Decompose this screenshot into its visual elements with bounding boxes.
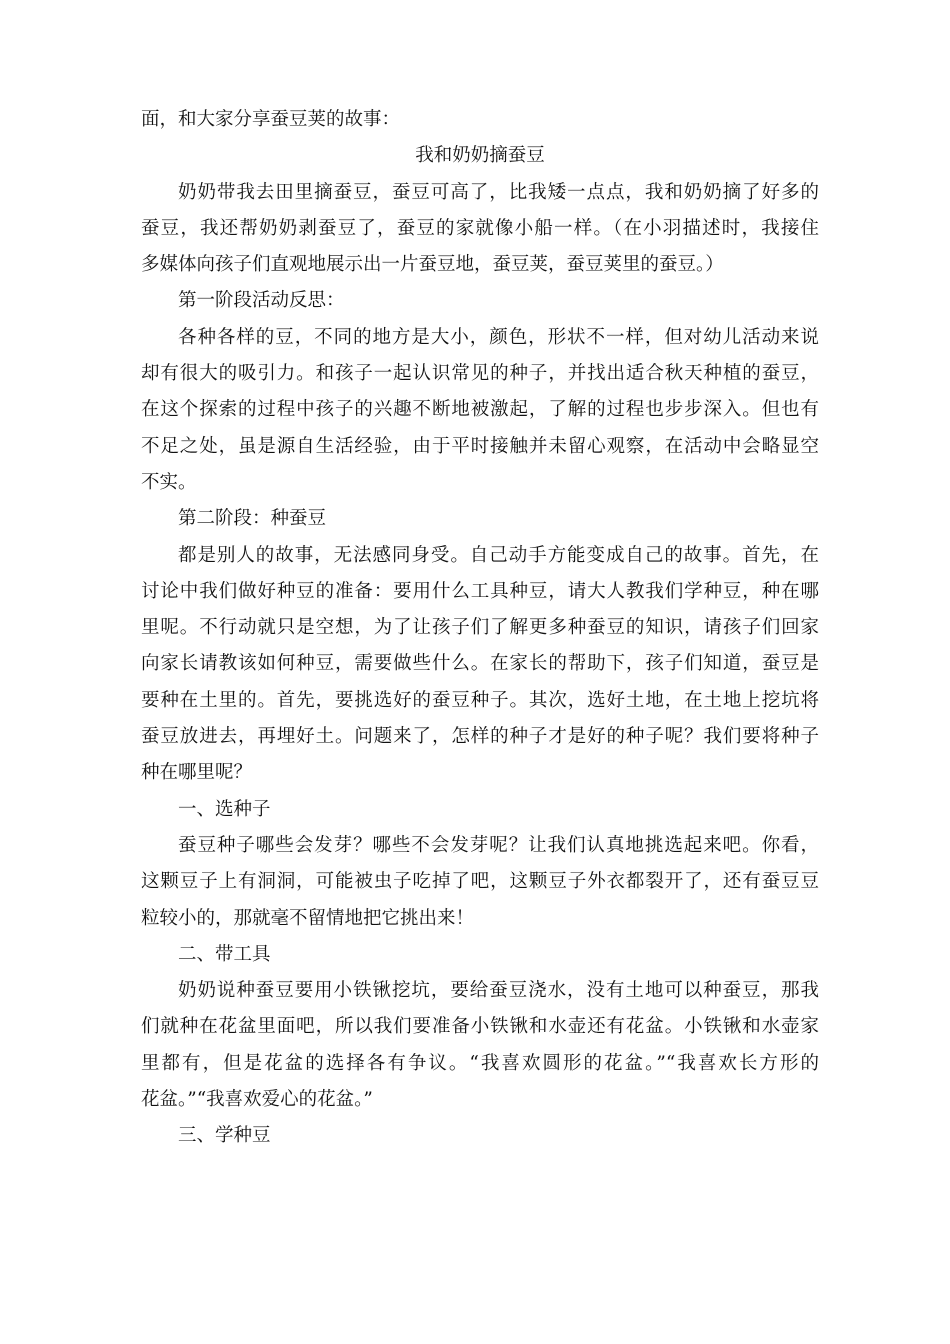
text-line: 花盆。”“我喜欢爱心的花盆。” xyxy=(141,1089,373,1111)
text-line: 各种各样的豆，不同的地方是大小，颜色，形状不一样，但对幼儿活动来说 xyxy=(178,326,819,348)
text-line: 里呢。不行动就只是空想，为了让孩子们了解更多种蚕豆的知识，请孩子们回家 xyxy=(141,617,819,639)
text-line: 在这个探索的过程中孩子的兴趣不断地被激起，了解的过程也步步深入。但也有 xyxy=(141,399,819,421)
text-line: 里都有，但是花盆的选择各有争议。“我喜欢圆形的花盆。”“我喜欢长方形的 xyxy=(141,1052,819,1074)
text-line: 蚕豆种子哪些会发芽？哪些不会发芽呢？让我们认真地挑选起来吧。你看， xyxy=(178,834,819,856)
text-line: 却有很大的吸引力。和孩子一起认识常见的种子，并找出适合秋天种植的蚕豆， xyxy=(141,363,819,385)
text-line: 向家长请教该如何种豆，需要做些什么。在家长的帮助下，孩子们知道，蚕豆是 xyxy=(141,653,819,675)
text-line: 讨论中我们做好种豆的准备：要用什么工具种豆，请大人教我们学种豆，种在哪 xyxy=(141,580,819,602)
text-line: 蚕豆，我还帮奶奶剥蚕豆了，蚕豆的家就像小船一样。（在小羽描述时，我接住 xyxy=(141,217,819,239)
text-line: 蚕豆放进去，再埋好土。问题来了，怎样的种子才是好的种子呢？我们要将种子 xyxy=(141,726,819,748)
text-line: 第一阶段活动反思： xyxy=(178,290,345,312)
text-line: 们就种在花盆里面吧，所以我们要准备小铁锹和水壶还有花盆。小铁锹和水壶家 xyxy=(141,1016,819,1038)
document-page xyxy=(141,102,819,1155)
text-line: 三、学种豆 xyxy=(178,1125,271,1147)
section-heading: 我和奶奶摘蚕豆 xyxy=(415,145,545,167)
text-line: 粒较小的，那就毫不留情地把它挑出来！ xyxy=(141,907,475,929)
text-line: 面，和大家分享蚕豆荚的故事： xyxy=(141,109,401,130)
text-line: 第二阶段：种蚕豆 xyxy=(178,508,327,530)
text-line: 这颗豆子上有洞洞，可能被虫子吃掉了吧，这颗豆子外衣都裂开了，还有蚕豆豆 xyxy=(141,871,819,893)
text-line: 不实。 xyxy=(141,471,197,493)
text-line: 种在哪里呢？ xyxy=(141,762,253,784)
text-line: 要种在土里的。首先，要挑选好的蚕豆种子。其次，选好土地，在土地上挖坑将 xyxy=(141,689,819,711)
text-line: 不足之处，虽是源自生活经验，由于平时接触并未留心观察，在活动中会略显空 xyxy=(141,435,819,457)
document-body xyxy=(141,102,819,1155)
text-line: 奶奶说种蚕豆要用小铁锹挖坑，要给蚕豆浇水，没有土地可以种蚕豆，那我 xyxy=(178,980,819,1002)
text-line: 奶奶带我去田里摘蚕豆，蚕豆可高了，比我矮一点点，我和奶奶摘了好多的 xyxy=(178,181,819,203)
text-line: 都是别人的故事，无法感同身受。自己动手方能变成自己的故事。首先，在 xyxy=(178,544,819,566)
text-line: 多媒体向孩子们直观地展示出一片蚕豆地，蚕豆荚，蚕豆荚里的蚕豆。） xyxy=(141,254,724,276)
text-line: 二、带工具 xyxy=(178,943,271,965)
text-line: 一、选种子 xyxy=(178,798,271,820)
